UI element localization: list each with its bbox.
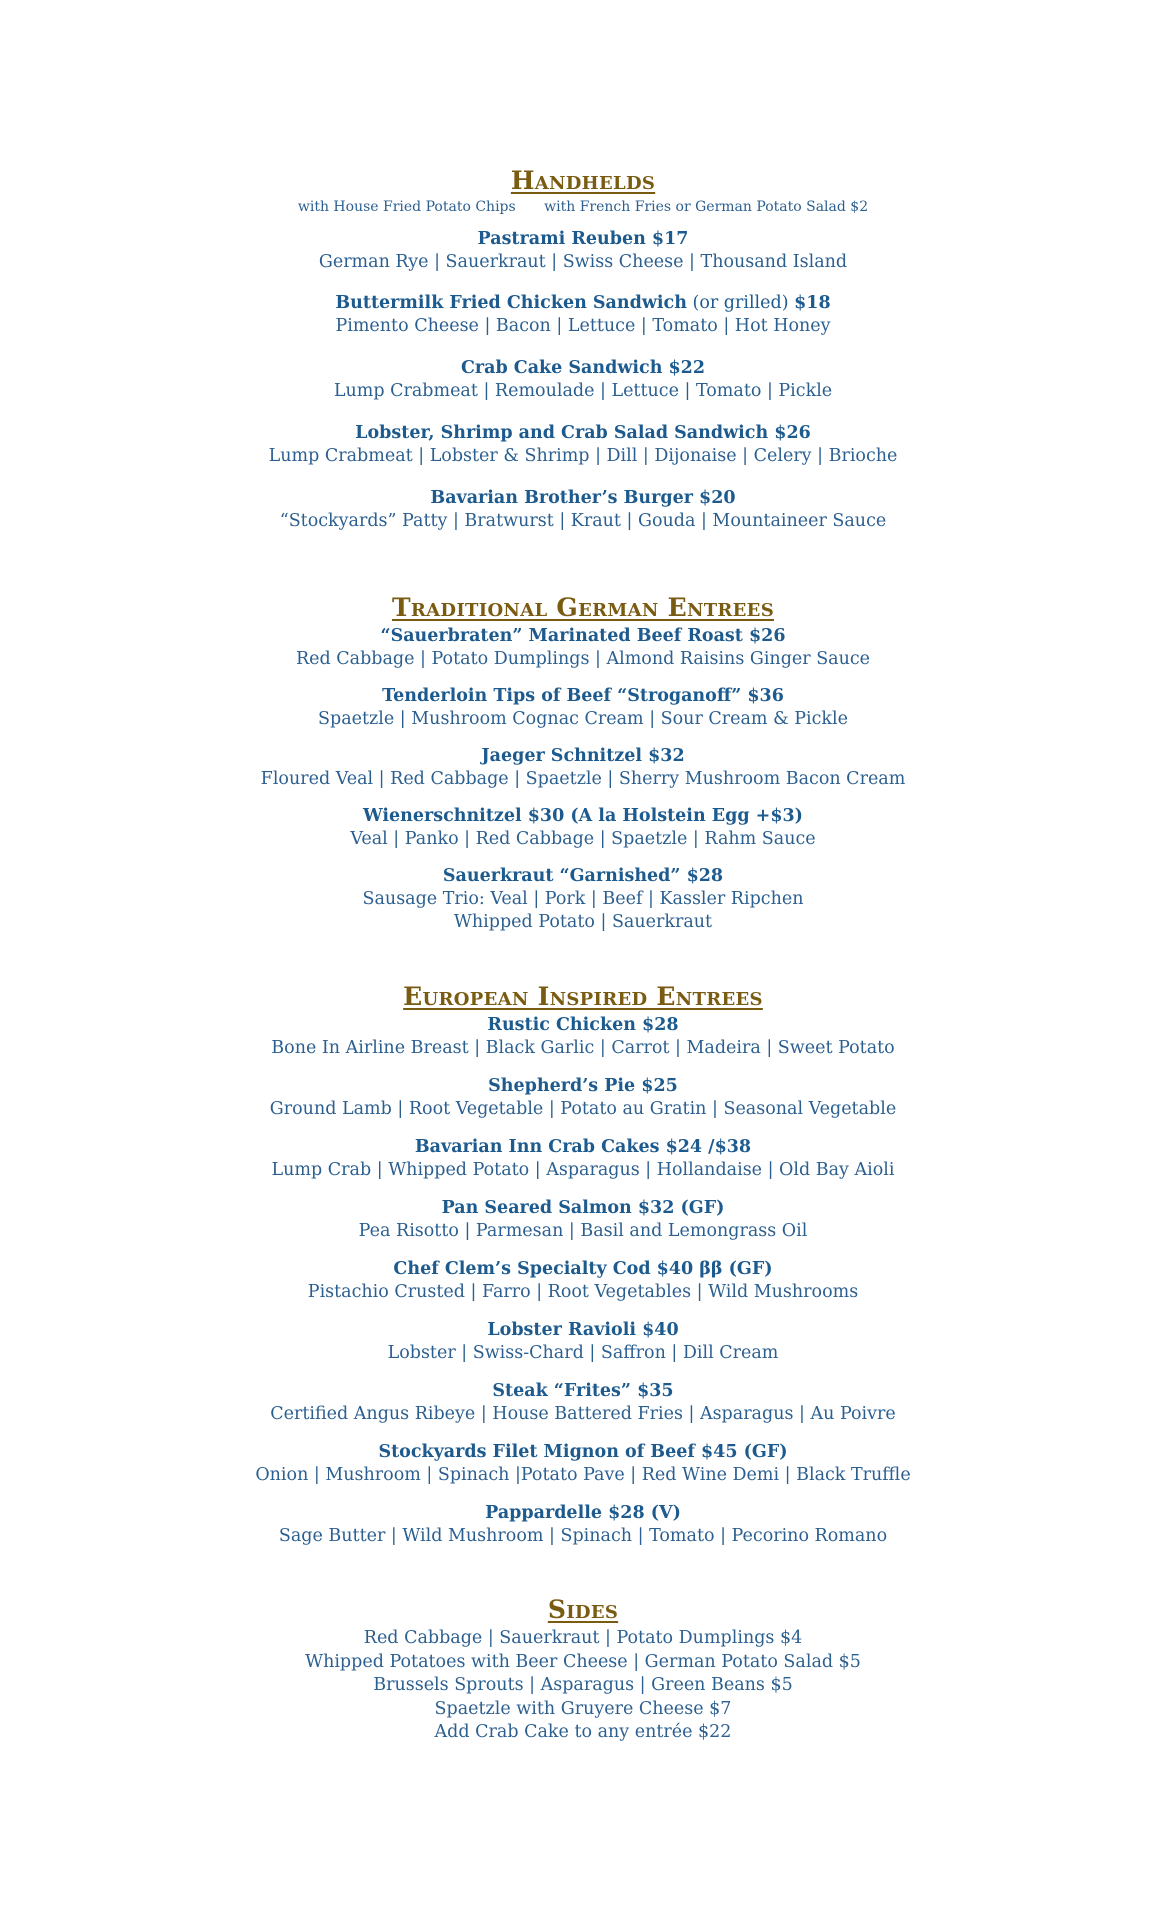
item-description: Certified Angus Ribeye | House Battered Fries | Asparagus | Au Poivre <box>270 1404 896 1424</box>
fries-note: with French Fries or German Potato Salad $2 <box>544 199 869 215</box>
item-description: Lump Crabmeat | Lobster & Shrimp | Dill | Dijonaise | Celery | Brioche <box>268 446 898 466</box>
item-description: Pimento Cheese | Bacon | Lettuce | Tomato | Hot Honey <box>335 316 831 336</box>
item-description: German Rye | Sauerkraut | Swiss Cheese | Thousand Island <box>318 252 848 272</box>
item-name: Chef Clem’s Specialty Cod $40 ββ (GF) <box>393 1259 773 1279</box>
menu-item <box>0 1441 1166 1487</box>
item-name: Wienerschnitzel $30 (A la Holstein Egg +$3) <box>363 806 803 826</box>
item-name: Lobster, Shrimp and Crab Salad Sandwich $26 <box>355 423 811 443</box>
menu-item <box>0 1319 1166 1365</box>
menu-item <box>0 1502 1166 1548</box>
item-name: Stockyards Filet Mignon of Beef $45 (GF) <box>378 1442 788 1462</box>
side-item: Whipped Potatoes with Beer Cheese | German Potato Salad $5 <box>305 1651 861 1672</box>
section-title: Handhelds <box>510 166 656 195</box>
menu-item <box>0 228 1166 274</box>
item-description: Spaetzle | Mushroom Cognac Cream | Sour Cream & Pickle <box>318 709 848 729</box>
item-name: Rustic Chicken $28 <box>487 1015 679 1035</box>
item-name: Tenderloin Tips of Beef “Stroganoff” $36 <box>382 686 784 706</box>
item-name <box>0 292 1166 315</box>
item-description: Bone In Airline Breast | Black Garlic | Carrot | Madeira | Sweet Potato <box>271 1038 895 1058</box>
item-name: Bavarian Brother’s Burger $20 <box>430 488 736 508</box>
side-item: Red Cabbage | Sauerkraut | Potato Dumplings $4 <box>363 1628 803 1648</box>
menu-item <box>0 1380 1166 1426</box>
european-entrees-section <box>0 982 1166 1548</box>
menu-item <box>0 745 1166 791</box>
item-name: Pan Seared Salmon $32 (GF) <box>441 1198 725 1218</box>
handhelds-side-note <box>0 198 1166 216</box>
menu-item <box>0 1258 1166 1304</box>
menu-item <box>0 357 1166 403</box>
side-item: Add Crab Cake to any entrée $22 <box>434 1722 732 1742</box>
menu-item <box>0 1014 1166 1060</box>
side-item: Brussels Sprouts | Asparagus | Green Beans $5 <box>373 1675 793 1695</box>
item-name: Crab Cake Sandwich $22 <box>460 358 706 378</box>
menu-item <box>0 1197 1166 1243</box>
item-description: Lobster | Swiss-Chard | Saffron | Dill Cream <box>387 1343 779 1363</box>
item-description: Sage Butter | Wild Mushroom | Spinach | Tomato | Pecorino Romano <box>278 1526 888 1546</box>
menu-item <box>0 1136 1166 1182</box>
handhelds-section <box>0 166 1166 533</box>
sides-section <box>0 1595 1166 1745</box>
item-name: Sauerkraut “Garnished” $28 <box>442 866 724 886</box>
menu-item <box>0 625 1166 671</box>
item-name: Steak “Frites” $35 <box>492 1381 674 1401</box>
item-description: Lump Crabmeat | Remoulade | Lettuce | Tomato | Pickle <box>333 381 833 401</box>
item-description: Pistachio Crusted | Farro | Root Vegetables | Wild Mushrooms <box>307 1282 859 1302</box>
item-description: Onion | Mushroom | Spinach |Potato Pave | Red Wine Demi | Black Truffle <box>255 1465 911 1485</box>
item-name: Pastrami Reuben $17 <box>477 229 689 249</box>
item-name: Shepherd’s Pie $25 <box>488 1076 678 1096</box>
section-title: Sides <box>547 1595 619 1624</box>
item-name: Lobster Ravioli $40 <box>487 1320 679 1340</box>
menu-item <box>0 292 1166 338</box>
item-description: Floured Veal | Red Cabbage | Spaetzle | Sherry Mushroom Bacon Cream <box>260 769 906 789</box>
item-name-text: Buttermilk Fried Chicken Sandwich <box>335 293 687 313</box>
item-description: Red Cabbage | Potato Dumplings | Almond Raisins Ginger Sauce <box>295 649 871 669</box>
item-name: “Sauerbraten” Marinated Beef Roast $26 <box>380 626 786 646</box>
sides-list <box>0 1627 1166 1745</box>
item-description: Sausage Trio: Veal | Pork | Beef | Kassler Ripchen <box>362 889 804 909</box>
menu-item <box>0 422 1166 468</box>
menu-item <box>0 685 1166 731</box>
item-price: $18 <box>794 293 831 313</box>
item-description: “Stockyards” Patty | Bratwurst | Kraut | Gouda | Mountaineer Sauce <box>279 511 887 531</box>
item-description: Ground Lamb | Root Vegetable | Potato au Gratin | Seasonal Vegetable <box>269 1099 897 1119</box>
section-title: European Inspired Entrees <box>403 982 763 1011</box>
item-name: Pappardelle $28 (V) <box>485 1503 681 1523</box>
item-name-note: (or grilled) <box>686 293 795 313</box>
item-name: Jaeger Schnitzel $32 <box>481 746 685 766</box>
menu-item <box>0 865 1166 934</box>
item-description: Lump Crab | Whipped Potato | Asparagus | Hollandaise | Old Bay Aioli <box>271 1160 895 1180</box>
chips-note: with House Fried Potato Chips <box>297 199 516 215</box>
item-description-line2: Whipped Potato | Sauerkraut <box>453 912 713 932</box>
menu-item <box>0 805 1166 851</box>
item-name: Bavarian Inn Crab Cakes $24 /$38 <box>414 1137 752 1157</box>
menu-item <box>0 1075 1166 1121</box>
side-item: Spaetzle with Gruyere Cheese $7 <box>434 1698 732 1719</box>
german-entrees-section <box>0 593 1166 934</box>
item-description: Veal | Panko | Red Cabbage | Spaetzle | Rahm Sauce <box>350 829 816 849</box>
menu-item <box>0 487 1166 533</box>
section-title: Traditional German Entrees <box>391 593 774 622</box>
item-description: Pea Risotto | Parmesan | Basil and Lemongrass Oil <box>358 1221 808 1241</box>
